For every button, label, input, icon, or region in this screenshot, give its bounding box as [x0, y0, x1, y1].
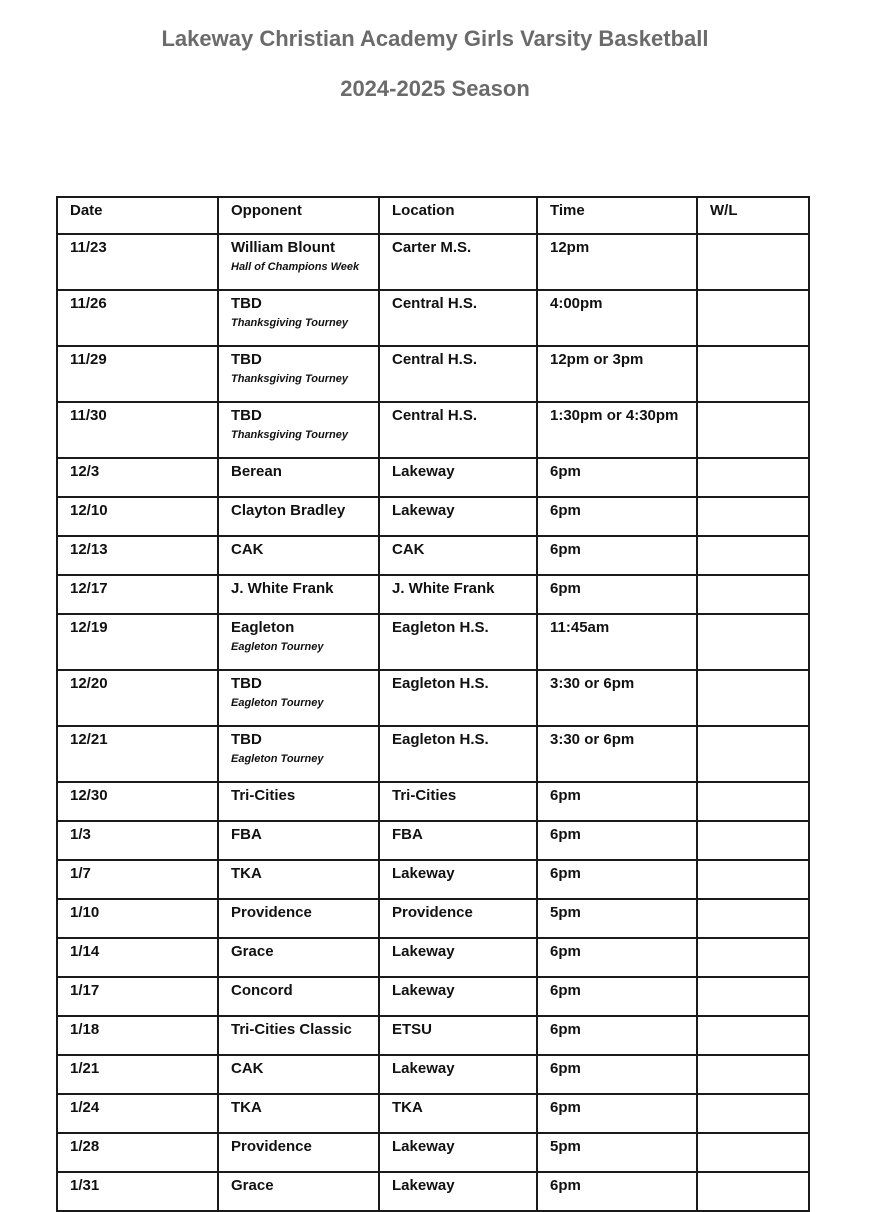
cell-opponent-text: Grace — [231, 1177, 274, 1194]
cell-wl — [697, 860, 809, 899]
cell-location — [379, 536, 537, 575]
cell-date — [57, 977, 218, 1016]
cell-time-text: 11:45am — [550, 619, 610, 636]
table-row — [57, 290, 809, 346]
cell-date-text: 12/3 — [70, 463, 100, 480]
cell-time — [537, 670, 697, 726]
table-row — [57, 1055, 809, 1094]
cell-wl — [697, 575, 809, 614]
cell-opponent — [218, 1055, 379, 1094]
cell-location — [379, 977, 537, 1016]
cell-time — [537, 860, 697, 899]
cell-time — [537, 1016, 697, 1055]
cell-location-text: Central H.S. — [392, 295, 478, 312]
table-row — [57, 1172, 809, 1211]
cell-date — [57, 1133, 218, 1172]
cell-time — [537, 497, 697, 536]
cell-date — [57, 614, 218, 670]
cell-opponent — [218, 782, 379, 821]
cell-location-text: CAK — [392, 541, 425, 558]
cell-time-text: 6pm — [550, 982, 581, 999]
cell-opponent — [218, 938, 379, 977]
cell-date — [57, 497, 218, 536]
cell-opponent — [218, 821, 379, 860]
cell-time-text: 3:30 or 6pm — [550, 675, 635, 692]
table-row — [57, 1094, 809, 1133]
cell-date-text: 12/21 — [70, 731, 108, 748]
cell-opponent — [218, 860, 379, 899]
cell-wl — [697, 536, 809, 575]
cell-date-text: 11/23 — [70, 239, 107, 256]
cell-wl — [697, 1133, 809, 1172]
cell-opponent-text: FBA — [231, 826, 262, 843]
cell-date — [57, 346, 218, 402]
cell-time — [537, 1094, 697, 1133]
table-row — [57, 536, 809, 575]
cell-date — [57, 899, 218, 938]
cell-opponent — [218, 614, 379, 670]
cell-location — [379, 670, 537, 726]
cell-opponent-text: William Blount — [231, 239, 336, 256]
cell-location-text: Lakeway — [392, 943, 455, 960]
cell-date-text: 1/14 — [70, 943, 100, 960]
cell-wl — [697, 346, 809, 402]
table-row — [57, 402, 809, 458]
cell-date — [57, 782, 218, 821]
table-row — [57, 977, 809, 1016]
cell-opponent-note: Thanksgiving Tourney — [231, 429, 348, 441]
cell-opponent — [218, 402, 379, 458]
cell-location — [379, 497, 537, 536]
cell-time-text: 6pm — [550, 1177, 581, 1194]
cell-wl — [697, 977, 809, 1016]
cell-wl — [697, 899, 809, 938]
cell-location-text: J. White Frank — [392, 580, 495, 597]
cell-opponent — [218, 536, 379, 575]
column-header-opponent: Opponent — [218, 197, 379, 234]
cell-time — [537, 458, 697, 497]
cell-date-text: 12/19 — [70, 619, 108, 636]
cell-opponent — [218, 290, 379, 346]
table-header-row — [57, 197, 809, 234]
cell-opponent-note: Eagleton Tourney — [231, 641, 324, 653]
cell-date — [57, 1055, 218, 1094]
cell-date-text: 11/29 — [70, 351, 107, 368]
cell-opponent-note: Hall of Champions Week — [231, 261, 360, 273]
cell-opponent — [218, 726, 379, 782]
cell-time — [537, 402, 697, 458]
cell-opponent — [218, 346, 379, 402]
cell-wl — [697, 458, 809, 497]
cell-wl — [697, 1094, 809, 1133]
cell-location-text: Eagleton H.S. — [392, 619, 489, 636]
cell-time — [537, 575, 697, 614]
cell-opponent-text: CAK — [231, 1060, 264, 1077]
cell-location — [379, 726, 537, 782]
cell-time — [537, 234, 697, 290]
cell-date — [57, 536, 218, 575]
cell-date-text: 1/17 — [70, 982, 100, 999]
cell-location-text: Lakeway — [392, 502, 455, 519]
cell-date-text: 12/30 — [70, 787, 108, 804]
cell-wl — [697, 234, 809, 290]
cell-date — [57, 575, 218, 614]
cell-opponent — [218, 1094, 379, 1133]
cell-location-text: Providence — [392, 904, 473, 921]
cell-wl — [697, 670, 809, 726]
cell-date — [57, 458, 218, 497]
cell-opponent-text: Tri-Cities — [231, 787, 296, 804]
cell-time-text: 12pm or 3pm — [550, 351, 644, 368]
table-row — [57, 899, 809, 938]
cell-opponent-text: TKA — [231, 1099, 262, 1116]
cell-location — [379, 1133, 537, 1172]
cell-time-text: 6pm — [550, 787, 581, 804]
cell-date-text: 1/21 — [70, 1060, 100, 1077]
cell-opponent-text: Concord — [231, 982, 293, 999]
page-title: Lakeway Christian Academy Girls Varsity Basketball — [161, 26, 709, 51]
cell-location-text: Carter M.S. — [392, 239, 472, 256]
cell-opponent-text: Eagleton — [231, 619, 295, 636]
cell-opponent-text: TBD — [231, 351, 262, 368]
cell-location — [379, 234, 537, 290]
cell-date-text: 1/7 — [70, 865, 91, 882]
table-row — [57, 1133, 809, 1172]
cell-time — [537, 899, 697, 938]
cell-date-text: 1/28 — [70, 1138, 100, 1155]
cell-location-text: TKA — [392, 1099, 423, 1116]
cell-time — [537, 1172, 697, 1211]
cell-time-text: 6pm — [550, 463, 581, 480]
cell-location-text: Eagleton H.S. — [392, 675, 489, 692]
cell-time — [537, 726, 697, 782]
cell-opponent-text: TBD — [231, 675, 262, 692]
cell-date-text: 1/18 — [70, 1021, 100, 1038]
cell-date — [57, 1094, 218, 1133]
cell-wl — [697, 726, 809, 782]
cell-location-text: FBA — [392, 826, 423, 843]
cell-opponent — [218, 1016, 379, 1055]
table-row — [57, 497, 809, 536]
table-row — [57, 614, 809, 670]
cell-location-text: Eagleton H.S. — [392, 731, 489, 748]
cell-date — [57, 821, 218, 860]
table-row — [57, 670, 809, 726]
cell-time-text: 12pm — [550, 239, 590, 256]
cell-date-text: 1/31 — [70, 1177, 100, 1194]
column-header-location: Location — [379, 197, 537, 234]
column-header-date: Date — [57, 197, 218, 234]
cell-opponent-text: TBD — [231, 731, 262, 748]
cell-location-text: Central H.S. — [392, 351, 478, 368]
cell-time-text: 6pm — [550, 1060, 581, 1077]
cell-date — [57, 670, 218, 726]
cell-time — [537, 614, 697, 670]
cell-time-text: 6pm — [550, 1099, 581, 1116]
cell-opponent — [218, 575, 379, 614]
cell-wl — [697, 497, 809, 536]
cell-time-text: 5pm — [550, 904, 581, 921]
cell-opponent-text: Providence — [231, 904, 312, 921]
cell-time-text: 6pm — [550, 1021, 581, 1038]
cell-opponent — [218, 899, 379, 938]
cell-wl — [697, 1055, 809, 1094]
cell-date-text: 11/30 — [70, 407, 107, 424]
cell-time-text: 6pm — [550, 826, 581, 843]
table-row — [57, 458, 809, 497]
cell-location-text: Lakeway — [392, 1138, 455, 1155]
cell-time-text: 3:30 or 6pm — [550, 731, 635, 748]
cell-location-text: Lakeway — [392, 982, 455, 999]
cell-location — [379, 1094, 537, 1133]
cell-wl — [697, 1016, 809, 1055]
cell-opponent-text: CAK — [231, 541, 264, 558]
cell-opponent-note: Thanksgiving Tourney — [231, 373, 348, 385]
cell-location-text: Lakeway — [392, 463, 455, 480]
cell-opponent — [218, 670, 379, 726]
cell-time — [537, 346, 697, 402]
cell-opponent — [218, 234, 379, 290]
cell-opponent — [218, 1133, 379, 1172]
cell-opponent — [218, 977, 379, 1016]
cell-location — [379, 402, 537, 458]
cell-opponent-note: Eagleton Tourney — [231, 697, 324, 709]
cell-opponent-text: TBD — [231, 407, 262, 424]
cell-opponent — [218, 497, 379, 536]
table-row — [57, 346, 809, 402]
cell-date-text: 1/3 — [70, 826, 91, 843]
cell-time — [537, 821, 697, 860]
cell-location — [379, 614, 537, 670]
table-row — [57, 726, 809, 782]
season-subtitle: 2024-2025 Season — [340, 76, 530, 101]
cell-opponent — [218, 458, 379, 497]
cell-location — [379, 575, 537, 614]
cell-time-text: 6pm — [550, 943, 581, 960]
cell-opponent-text: Berean — [231, 463, 282, 480]
cell-opponent-text: Tri-Cities Classic — [231, 1021, 352, 1038]
schedule-table — [56, 196, 810, 1212]
cell-location-text: Lakeway — [392, 1177, 455, 1194]
cell-opponent-note: Eagleton Tourney — [231, 753, 324, 765]
cell-date-text: 1/10 — [70, 904, 100, 921]
cell-wl — [697, 402, 809, 458]
cell-location — [379, 821, 537, 860]
table-row — [57, 782, 809, 821]
cell-location-text: Central H.S. — [392, 407, 478, 424]
cell-time-text: 6pm — [550, 541, 581, 558]
cell-time-text: 6pm — [550, 502, 581, 519]
cell-time — [537, 938, 697, 977]
cell-opponent-text: TBD — [231, 295, 262, 312]
cell-time-text: 1:30pm or 4:30pm — [550, 407, 679, 424]
cell-wl — [697, 614, 809, 670]
cell-location — [379, 1055, 537, 1094]
cell-wl — [697, 782, 809, 821]
cell-time — [537, 290, 697, 346]
cell-opponent-text: Grace — [231, 943, 274, 960]
cell-location — [379, 782, 537, 821]
cell-location — [379, 458, 537, 497]
cell-location-text: Lakeway — [392, 865, 455, 882]
cell-wl — [697, 290, 809, 346]
column-header-wl: W/L — [697, 197, 809, 234]
cell-time — [537, 1055, 697, 1094]
cell-time — [537, 536, 697, 575]
cell-date — [57, 860, 218, 899]
cell-date-text: 11/26 — [70, 295, 107, 312]
cell-location — [379, 1172, 537, 1211]
cell-location-text: Tri-Cities — [392, 787, 457, 804]
cell-opponent-note: Thanksgiving Tourney — [231, 317, 348, 329]
cell-opponent — [218, 1172, 379, 1211]
cell-location — [379, 290, 537, 346]
cell-time-text: 6pm — [550, 865, 581, 882]
cell-location — [379, 938, 537, 977]
cell-location — [379, 346, 537, 402]
cell-location-text: ETSU — [392, 1021, 433, 1038]
cell-date — [57, 234, 218, 290]
cell-date-text: 12/13 — [70, 541, 108, 558]
table-row — [57, 821, 809, 860]
cell-date-text: 12/20 — [70, 675, 108, 692]
table-row — [57, 860, 809, 899]
cell-date — [57, 1172, 218, 1211]
column-header-time: Time — [537, 197, 697, 234]
cell-location — [379, 899, 537, 938]
cell-wl — [697, 1172, 809, 1211]
cell-opponent-text: Providence — [231, 1138, 312, 1155]
cell-date-text: 12/10 — [70, 502, 108, 519]
cell-date — [57, 1016, 218, 1055]
cell-opponent-text: Clayton Bradley — [231, 502, 346, 519]
cell-location — [379, 860, 537, 899]
table-row — [57, 234, 809, 290]
cell-opponent-text: J. White Frank — [231, 580, 334, 597]
cell-time — [537, 782, 697, 821]
cell-opponent-text: TKA — [231, 865, 262, 882]
cell-time — [537, 1133, 697, 1172]
cell-date-text: 12/17 — [70, 580, 108, 597]
table-row — [57, 1016, 809, 1055]
cell-wl — [697, 938, 809, 977]
cell-time — [537, 977, 697, 1016]
cell-location-text: Lakeway — [392, 1060, 455, 1077]
cell-date — [57, 726, 218, 782]
cell-date-text: 1/24 — [70, 1099, 100, 1116]
cell-date — [57, 938, 218, 977]
cell-time-text: 5pm — [550, 1138, 581, 1155]
cell-wl — [697, 821, 809, 860]
table-row — [57, 575, 809, 614]
cell-date — [57, 290, 218, 346]
cell-date — [57, 402, 218, 458]
table-row — [57, 938, 809, 977]
cell-time-text: 6pm — [550, 580, 581, 597]
cell-location — [379, 1016, 537, 1055]
cell-time-text: 4:00pm — [550, 295, 603, 312]
